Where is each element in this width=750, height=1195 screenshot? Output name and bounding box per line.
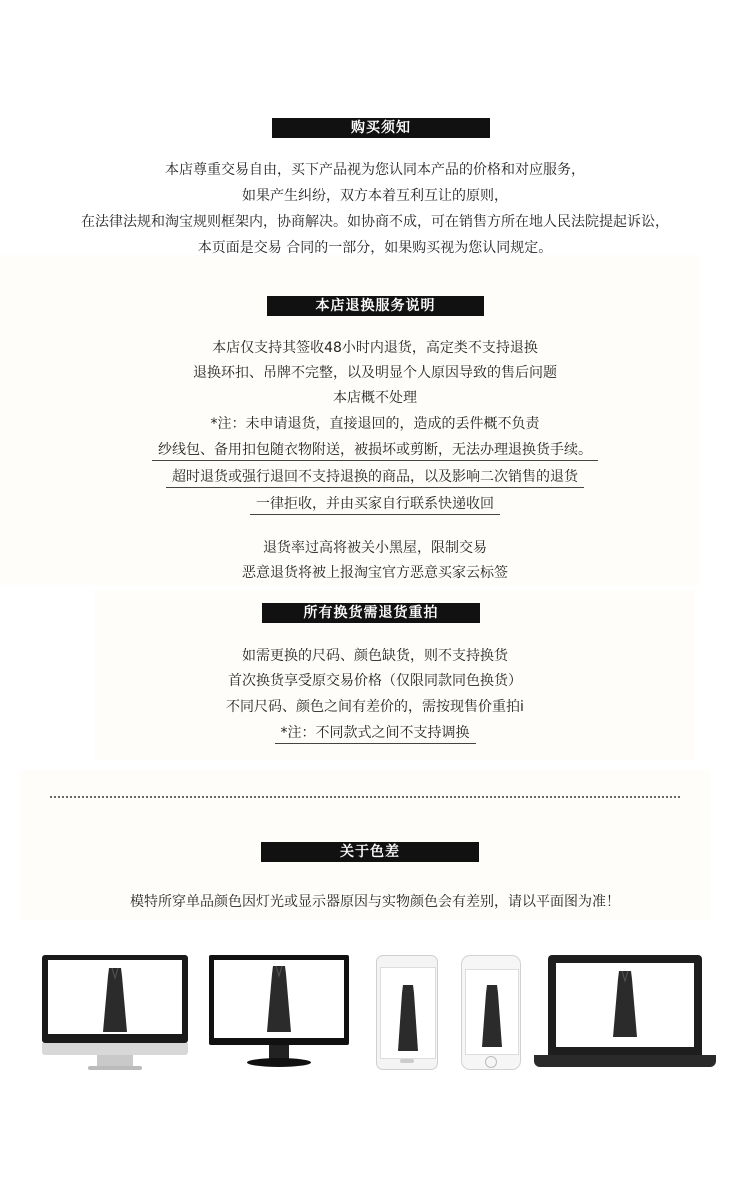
android-phone-illustration [376,955,438,1070]
garment-image [610,969,640,1041]
garment-image [396,971,420,1055]
garment-image [480,973,504,1051]
purchase-notice-line: 如果产生纠纷，双方本着互利互让的原则， [242,188,508,204]
return-policy-line-underlined: 超时退货或强行退回不支持退换的商品，以及影响二次销售的退货 [166,469,584,488]
phone-home-button [485,1056,497,1068]
monitor-stand [269,1045,289,1059]
return-policy-line [0,494,750,514]
purchase-notice-line: 本店尊重交易自由，买下产品视为您认同本产品的价格和对应服务， [165,162,585,178]
monitor-screen [214,960,344,1038]
exchange-policy-line: 如需更换的尺码、颜色缺货，则不支持换货 [242,648,508,664]
return-policy-line: *注：未申请退货，直接退回的，造成的丢件概不负责 [210,416,540,432]
return-policy-heading: 本店退换服务说明 [267,296,484,316]
imac-base [88,1066,142,1070]
exchange-policy-line: 不同尺码、颜色之间有差价的，需按现售价重拍i [226,699,524,715]
garment-image [264,964,294,1036]
exchange-policy-line: 首次换货享受原交易价格（仅限同款同色换货） [228,673,522,689]
return-policy-line [0,440,750,460]
return-policy-line: 本店概不处理 [333,390,417,406]
return-policy-line-underlined: 一律拒收，并由买家自行联系快递收回 [250,496,500,515]
return-policy-line: 退换环扣、吊牌不完整，以及明显个人原因导致的售后问题 [193,365,557,381]
exchange-policy-line [0,723,750,743]
exchange-policy-heading: 所有换货需退货重拍 [262,603,480,623]
purchase-notice-line: 本页面是交易 合同的一部分，如果购买视为您认同规定。 [197,240,553,256]
monitor-base [247,1058,311,1067]
phone-home-button [400,1059,414,1063]
laptop-base [534,1055,716,1067]
imac-illustration [42,955,188,1070]
purchase-notice-heading: 购买须知 [272,118,490,138]
color-difference-line: 模特所穿单品颜色因灯光或显示器原因与实物颜色会有差别，请以平面图为准！ [130,894,620,910]
exchange-policy-line-underlined: *注：不同款式之间不支持调换 [275,725,476,744]
warning-line: 恶意退货将被上报淘宝官方恶意买家云标签 [242,565,508,581]
imac-screen [48,960,182,1034]
color-difference-heading: 关于色差 [261,842,479,862]
dotted-divider [50,796,680,798]
return-policy-line: 本店仅支持其签收48小时内退货，高定类不支持退换 [212,340,538,356]
return-policy-line-underlined: 纱线包、备用扣包随衣物附送，被损坏或剪断，无法办理退换货手续。 [152,442,598,461]
purchase-notice-line: 在法律法规和淘宝规则框架内，协商解决。如协商不成，可在销售方所在地人民法院提起诉讼， [81,214,669,230]
garment-image [100,966,130,1034]
monitor-illustration [209,955,349,1070]
imac-chin [42,1043,188,1055]
phone-screen [465,969,519,1055]
return-policy-line [0,467,750,487]
laptop-screen [556,963,694,1047]
iphone-illustration [461,955,521,1070]
laptop-illustration [534,955,716,1070]
warning-line: 退货率过高将被关小黑屋，限制交易 [263,540,487,556]
phone-screen [380,967,436,1059]
